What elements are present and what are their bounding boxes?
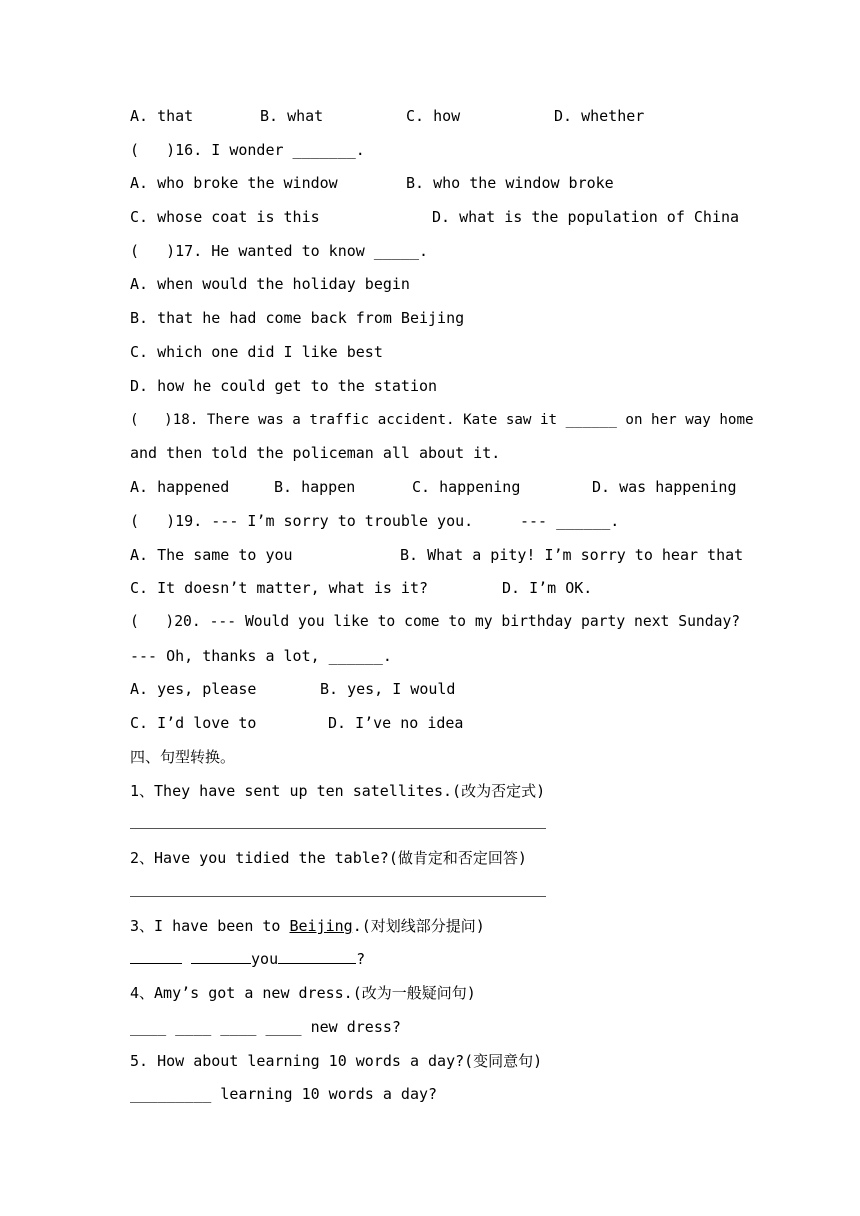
item-3-suffix: .(对划线部分提问) — [352, 917, 485, 935]
item-3-prefix: 3、I have been to — [130, 917, 290, 935]
answer-line-1 — [130, 828, 546, 829]
q19-option-c: C. It doesn’t matter, what is it? — [130, 579, 429, 597]
answer-line-2 — [130, 896, 546, 897]
transform-item-1: 1、They have sent up ten satellites.(改为否定式) — [130, 782, 546, 800]
transform-item-2: 2、Have you tidied the table?(做肯定和否定回答) — [130, 849, 527, 867]
q20-option-b: B. yes, I would — [320, 680, 456, 698]
q15-option-b: B. what — [260, 107, 324, 125]
q17-option-b: B. that he had come back from Beijing — [130, 309, 465, 327]
q20-option-d: D. I’ve no idea — [328, 714, 464, 732]
item-3-answer-end: ? — [356, 950, 366, 968]
answer-blank — [130, 949, 182, 964]
q20-option-c: C. I’d love to — [130, 714, 257, 732]
transform-item-5: 5. How about learning 10 words a day?(变同意句) — [130, 1052, 543, 1070]
q15-option-d: D. whether — [554, 107, 645, 125]
q19-option-d: D. I’m OK. — [502, 579, 593, 597]
transform-item-3 — [130, 916, 485, 936]
q17-option-a: A. when would the holiday begin — [130, 275, 410, 293]
item-5-answer: _________ learning 10 words a day? — [130, 1085, 438, 1103]
q17-stem: ( )17. He wanted to know _____. — [130, 242, 429, 260]
q16-option-d: D. what is the population of China — [432, 208, 740, 226]
item-4-answer: ____ ____ ____ ____ new dress? — [130, 1018, 401, 1036]
q18-option-d: D. was happening — [592, 478, 737, 496]
q18-stem-line1: ( )18. There was a traffic accident. Kate saw it ______ on her way home — [130, 412, 754, 428]
q18-option-a: A. happened — [130, 478, 230, 496]
transform-item-4: 4、Amy’s got a new dress.(改为一般疑问句) — [130, 984, 476, 1002]
q19-stem: ( )19. --- I’m sorry to trouble you. — [130, 512, 474, 530]
q20-option-a: A. yes, please — [130, 680, 257, 698]
item-3-answer — [130, 949, 365, 969]
q19-option-a: A. The same to you — [130, 546, 293, 564]
item-3-underlined-word: Beijing — [289, 917, 353, 935]
item-3-answer-word: you — [251, 950, 279, 968]
q20-stem-line2: --- Oh, thanks a lot, ______. — [130, 647, 392, 665]
section-4-title: 四、句型转换。 — [130, 748, 236, 766]
q18-option-c: C. happening — [412, 478, 521, 496]
q18-stem-line2: and then told the policeman all about it. — [130, 444, 501, 462]
q16-stem: ( )16. I wonder _______. — [130, 141, 365, 159]
q17-option-c: C. which one did I like best — [130, 343, 383, 361]
q19-option-b: B. What a pity! I’m sorry to hear that — [400, 546, 744, 564]
q16-option-b: B. who the window broke — [406, 174, 614, 192]
q17-option-d: D. how he could get to the station — [130, 377, 438, 395]
q16-option-a: A. who broke the window — [130, 174, 338, 192]
q19-response: --- ______. — [520, 512, 620, 530]
q15-option-c: C. how — [406, 107, 461, 125]
q18-option-b: B. happen — [274, 478, 356, 496]
q15-option-a: A. that — [130, 107, 194, 125]
q20-stem-line1: ( )20. --- Would you like to come to my birthday party next Sunday? — [130, 613, 741, 630]
answer-blank — [278, 949, 356, 964]
answer-blank — [191, 949, 251, 964]
q16-option-c: C. whose coat is this — [130, 208, 320, 226]
